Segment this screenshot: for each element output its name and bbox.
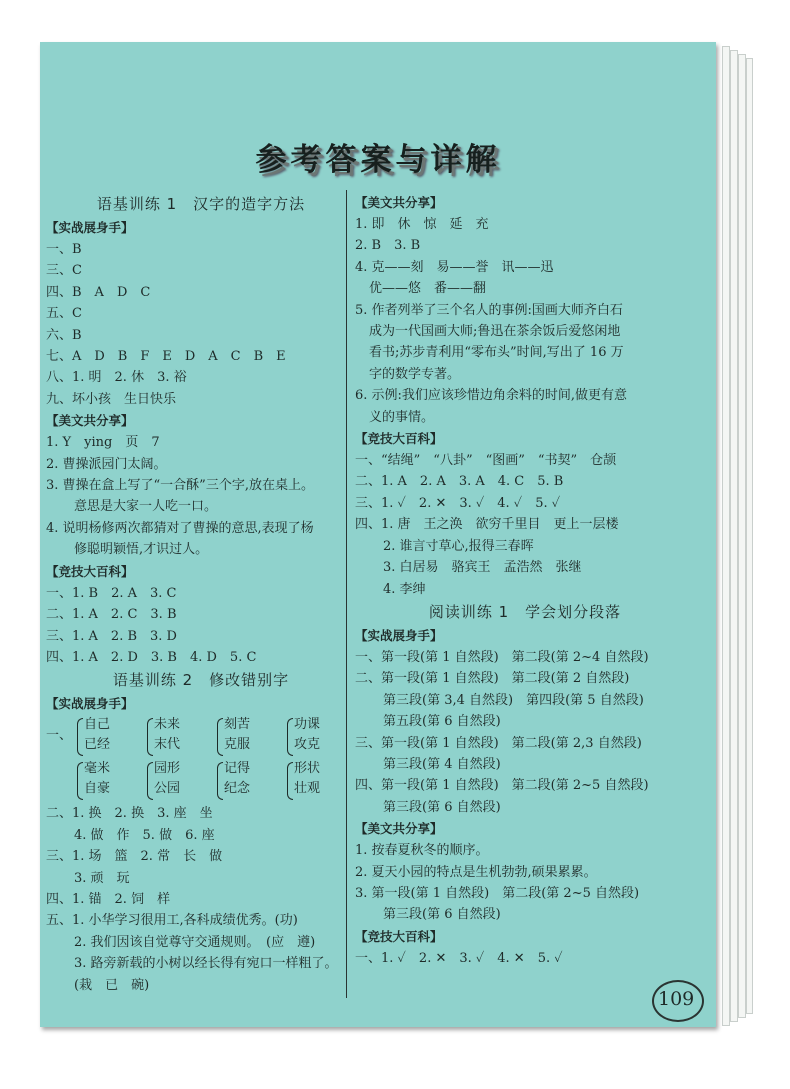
word: 形状 [294,761,321,777]
word: 功课 [294,717,321,733]
answer-line: 四、1. 锚 2. 饲 样 [46,891,171,907]
word: 公园 [154,781,181,797]
word: 未来 [154,717,181,733]
word: 克服 [224,737,251,753]
answer-line: 3. 白居易 骆宾王 孟浩然 张继 [383,560,582,576]
word-pair-group [46,715,356,759]
word-pair-group [46,759,356,803]
answer-line: 优——悠 番——翻 [369,281,487,297]
word-pair [146,759,216,799]
word: 记得 [224,761,251,777]
word: 攻克 [294,737,321,753]
answer-line: (栽 已 碗) [74,977,150,993]
answer-line: 成为一代国画大师;鲁迅在茶余饭后爱悠闲地 [369,324,621,340]
left-column [46,192,356,996]
answer-line: 一、“结绳” “八卦” “图画” “书契” 仓颉 [355,453,617,469]
page-edge-stack [722,46,730,1026]
answer-line: 修聪明颖悟,才识过人。 [74,542,209,558]
word: 已经 [84,737,111,753]
word-pair [286,715,356,755]
page-edge-stack [738,54,746,1018]
word-pair [286,759,356,799]
answer-line: 2. 曹操派园门太阔。 [46,456,167,472]
answer-line: 字的数学专著。 [369,366,461,382]
answer-line: 一、1. B 2. A 3. C [46,585,177,601]
page-title: 参考答案与详解 [255,142,501,178]
section-heading: 语基训练 1 汉字的造字方法 [96,195,306,213]
subsection-heading: 【美文共分享】 [355,821,443,837]
answer-line: 三、1. A 2. B 3. D [46,628,177,644]
word-pair [76,759,146,799]
answer-line: 2. 我们因该自觉尊守交通规则。 (应 遵) [74,934,316,950]
word-pair [216,715,286,755]
subsection-heading: 【实战展身手】 [46,696,134,712]
answer-line: 三、C [46,263,82,279]
answer-line: 第五段(第 6 自然段) [383,714,501,730]
answer-line: 八、1. 明 2. 休 3. 裕 [46,370,187,386]
answer-line: 三、1. ✓ 2. ✕ 3. ✓ 4. ✓ 5. ✓ [355,495,561,511]
word: 毫米 [84,761,111,777]
answer-page [40,42,716,1027]
word-pair [146,715,216,755]
word-pair [216,759,286,799]
answer-line: 第三段(第 6 自然段) [383,799,501,815]
subsection-heading: 【美文共分享】 [355,195,443,210]
answer-line: 4. 做 作 5. 做 6. 座 [74,827,215,843]
answer-line: 五、1. 小华学习很用工,各科成绩优秀。(功) [46,913,298,929]
answer-line: 五、C [46,306,82,322]
answer-line: 七、A D B F E D A C B E [46,349,286,365]
answer-line: 2. 谁言寸草心,报得三春晖 [383,538,534,554]
answer-line: 四、1. A 2. D 3. B 4. D 5. C [46,649,257,665]
subsection-heading: 【竞技大百科】 [355,431,443,447]
answer-line: 第三段(第 4 自然段) [383,756,501,772]
answer-line: 1. 按春夏秋冬的顺序。 [355,843,489,859]
answer-line: 3. 顽 玩 [74,870,130,886]
word: 自己 [84,717,111,733]
answer-line: 二、第一段(第 1 自然段) 第二段(第 2 自然段) [355,671,630,687]
answer-line: 3. 曹操在盒上写了“一合酥”三个字,放在桌上。 [46,478,314,494]
answer-line: 4. 李绅 [383,581,426,597]
answer-line: 1. 即 休 惊 延 充 [355,217,489,232]
answer-line: 一、第一段(第 1 自然段) 第二段(第 2~4 自然段) [355,649,649,665]
page-edge-stack [730,50,738,1022]
answer-line: 意思是大家一人吃一口。 [74,499,218,515]
word: 纪念 [224,781,251,797]
answer-line: 四、B A D C [46,284,151,300]
answer-line: 二、1. 换 2. 换 3. 座 坐 [46,806,213,822]
answer-line: 3. 路旁新载的小树以经长得有宛口一样粗了。 [74,956,338,972]
right-column [355,192,695,969]
subsection-heading: 【美文共分享】 [46,413,134,429]
answer-line: 1. Y ying 页 7 [46,435,160,451]
answer-line: 3. 第一段(第 1 自然段) 第二段(第 2~5 自然段) [355,885,640,901]
answer-line: 4. 克——刻 易——誉 讯——迅 [355,259,554,275]
answer-line: 二、1. A 2. C 3. B [46,607,177,623]
answer-line: 四、1. 唐 王之涣 欲穷千里目 更上一层楼 [355,517,619,533]
answer-line: 义的事情。 [369,409,435,425]
answer-line: 2. 夏天小园的特点是生机勃勃,硕果累累。 [355,864,597,880]
answer-line: 看书;苏步青利用“零布头”时间,写出了 16 万 [369,345,624,361]
word: 壮观 [294,781,321,797]
subsection-heading: 【竞技大百科】 [355,928,443,944]
answer-line: 六、B [46,327,82,343]
subsection-heading: 【实战展身手】 [355,627,443,643]
answer-line: 2. B 3. B [355,238,421,254]
page-edge-stack [746,58,753,1014]
section-heading: 语基训练 2 修改错别字 [112,671,290,690]
answer-line: 二、1. A 2. A 3. A 4. C 5. B [355,474,564,490]
answer-line: 三、1. 场 篮 2. 常 长 做 [46,849,223,865]
answer-line: 一、B [46,242,82,257]
subsection-heading: 【实战展身手】 [46,220,134,235]
word-pair [76,715,146,755]
answer-line: 5. 作者列举了三个名人的事例:国画大师齐白石 [355,302,623,318]
answer-line: 4. 说明杨修两次都猜对了曹操的意思,表现了杨 [46,520,314,536]
section-heading: 阅读训练 1 学会划分段落 [428,602,622,621]
answer-line: 四、第一段(第 1 自然段) 第二段(第 2~5 自然段) [355,778,649,794]
answer-line: 九、坏小孩 生日快乐 [46,391,177,407]
word: 自豪 [84,781,111,797]
page-number: 109 [658,988,695,1010]
word: 末代 [154,737,181,753]
answer-line: 第三段(第 6 自然段) [383,907,501,923]
answer-line: 第三段(第 3,4 自然段) 第四段(第 5 自然段) [383,692,644,708]
answer-line: 6. 示例:我们应该珍惜边角余料的时间,做更有意 [355,388,628,404]
answer-line: 三、第一段(第 1 自然段) 第二段(第 2,3 自然段) [355,735,642,751]
answer-line: 一、1. ✓ 2. ✕ 3. ✓ 4. ✕ 5. ✓ [355,950,563,966]
word: 园形 [154,761,181,777]
subsection-heading: 【竞技大百科】 [46,563,134,579]
word: 刻苦 [224,717,251,733]
group-label: 一、 [46,728,73,744]
